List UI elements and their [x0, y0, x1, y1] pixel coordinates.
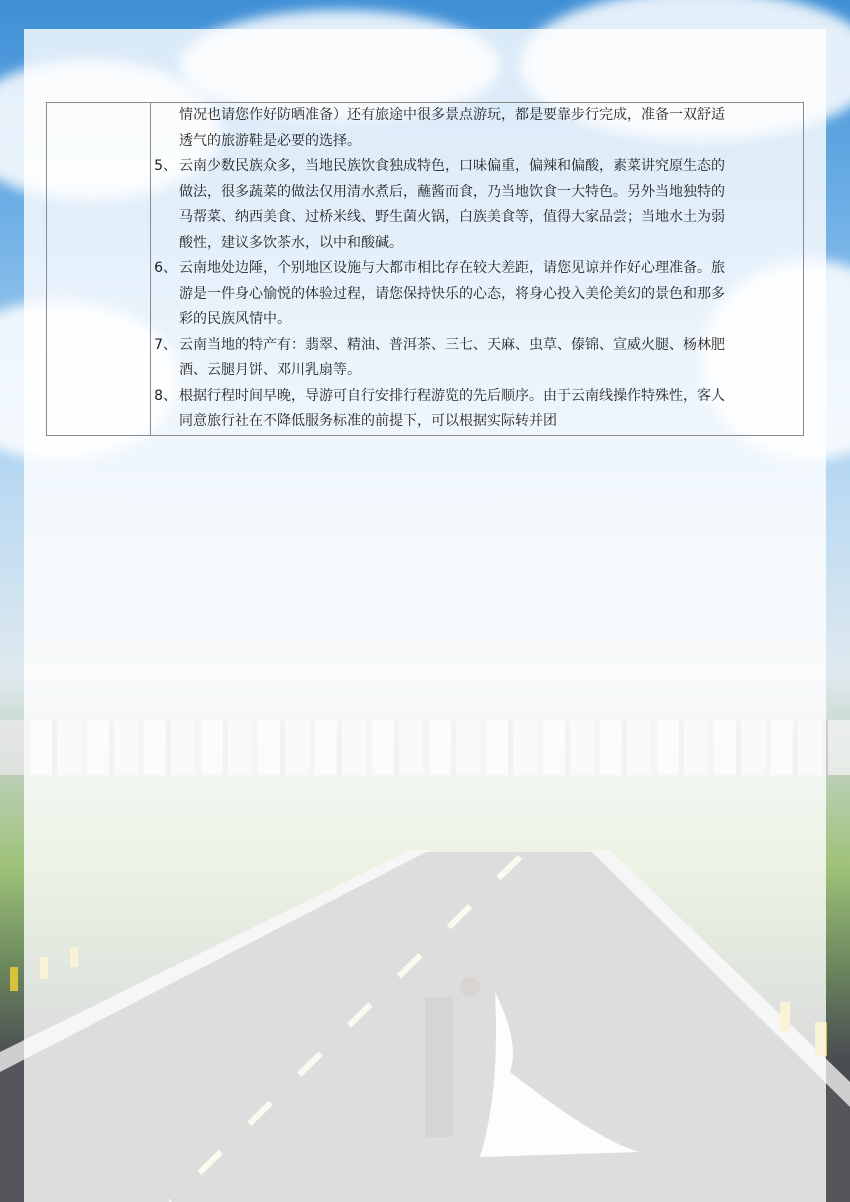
text-line: 酒、云腿月饼、邓川乳扇等。 [179, 362, 361, 378]
text-line: 马帮菜、纳西美食、过桥米线、野生菌火锅，白族美食等，值得大家品尝；当地水土为弱 [179, 209, 725, 225]
notice-table [46, 102, 804, 436]
text-line: 游是一件身心愉悦的体验过程，请您保持快乐的心态，将身心投入美伦美幻的景色和那多 [179, 285, 725, 302]
text-line: 云南当地的特产有：翡翠、精油、普洱茶、三七、天麻、虫草、傣锦、宣威火腿、杨林肥 [179, 336, 725, 353]
text-line: 酸性，建议多饮茶水，以中和酸碱。 [179, 234, 403, 251]
table-label-cell [47, 103, 151, 436]
text-line: 同意旅行社在不降低服务标准的前提下，可以根据实际转并团 [179, 413, 557, 429]
item-number: 8、 [154, 387, 177, 404]
list-item-7 [151, 333, 803, 384]
item-number: 6、 [154, 260, 177, 276]
list-item-6 [151, 256, 803, 333]
list-item-5 [151, 154, 803, 256]
text-line: 彩的民族风情中。 [179, 311, 291, 327]
text-line: 做法，很多蔬菜的做法仅用清水煮后，蘸酱而食，乃当地饮食一大特色。另外当地独特的 [179, 183, 725, 200]
text-line: 情况也请您作好防晒准备）还有旅途中很多景点游玩，都是要靠步行完成，准备一双舒适 [179, 107, 725, 123]
text-line: 云南地处边陲，个别地区设施与大都市相比存在较大差距，请您见谅并作好心理准备。旅 [179, 260, 725, 276]
list-item-8 [151, 384, 803, 435]
item-number: 5、 [154, 158, 177, 174]
text-line: 根据行程时间早晚，导游可自行安排行程游览的先后顺序。由于云南线操作特殊性，客人 [179, 387, 725, 404]
text-line: 云南少数民族众多，当地民族饮食独成特色，口味偏重，偏辣和偏酸，素菜讲究原生态的 [179, 158, 725, 174]
item-number: 7、 [154, 336, 177, 353]
text-line: 透气的旅游鞋是必要的选择。 [179, 132, 361, 149]
table-content-cell [151, 103, 804, 436]
